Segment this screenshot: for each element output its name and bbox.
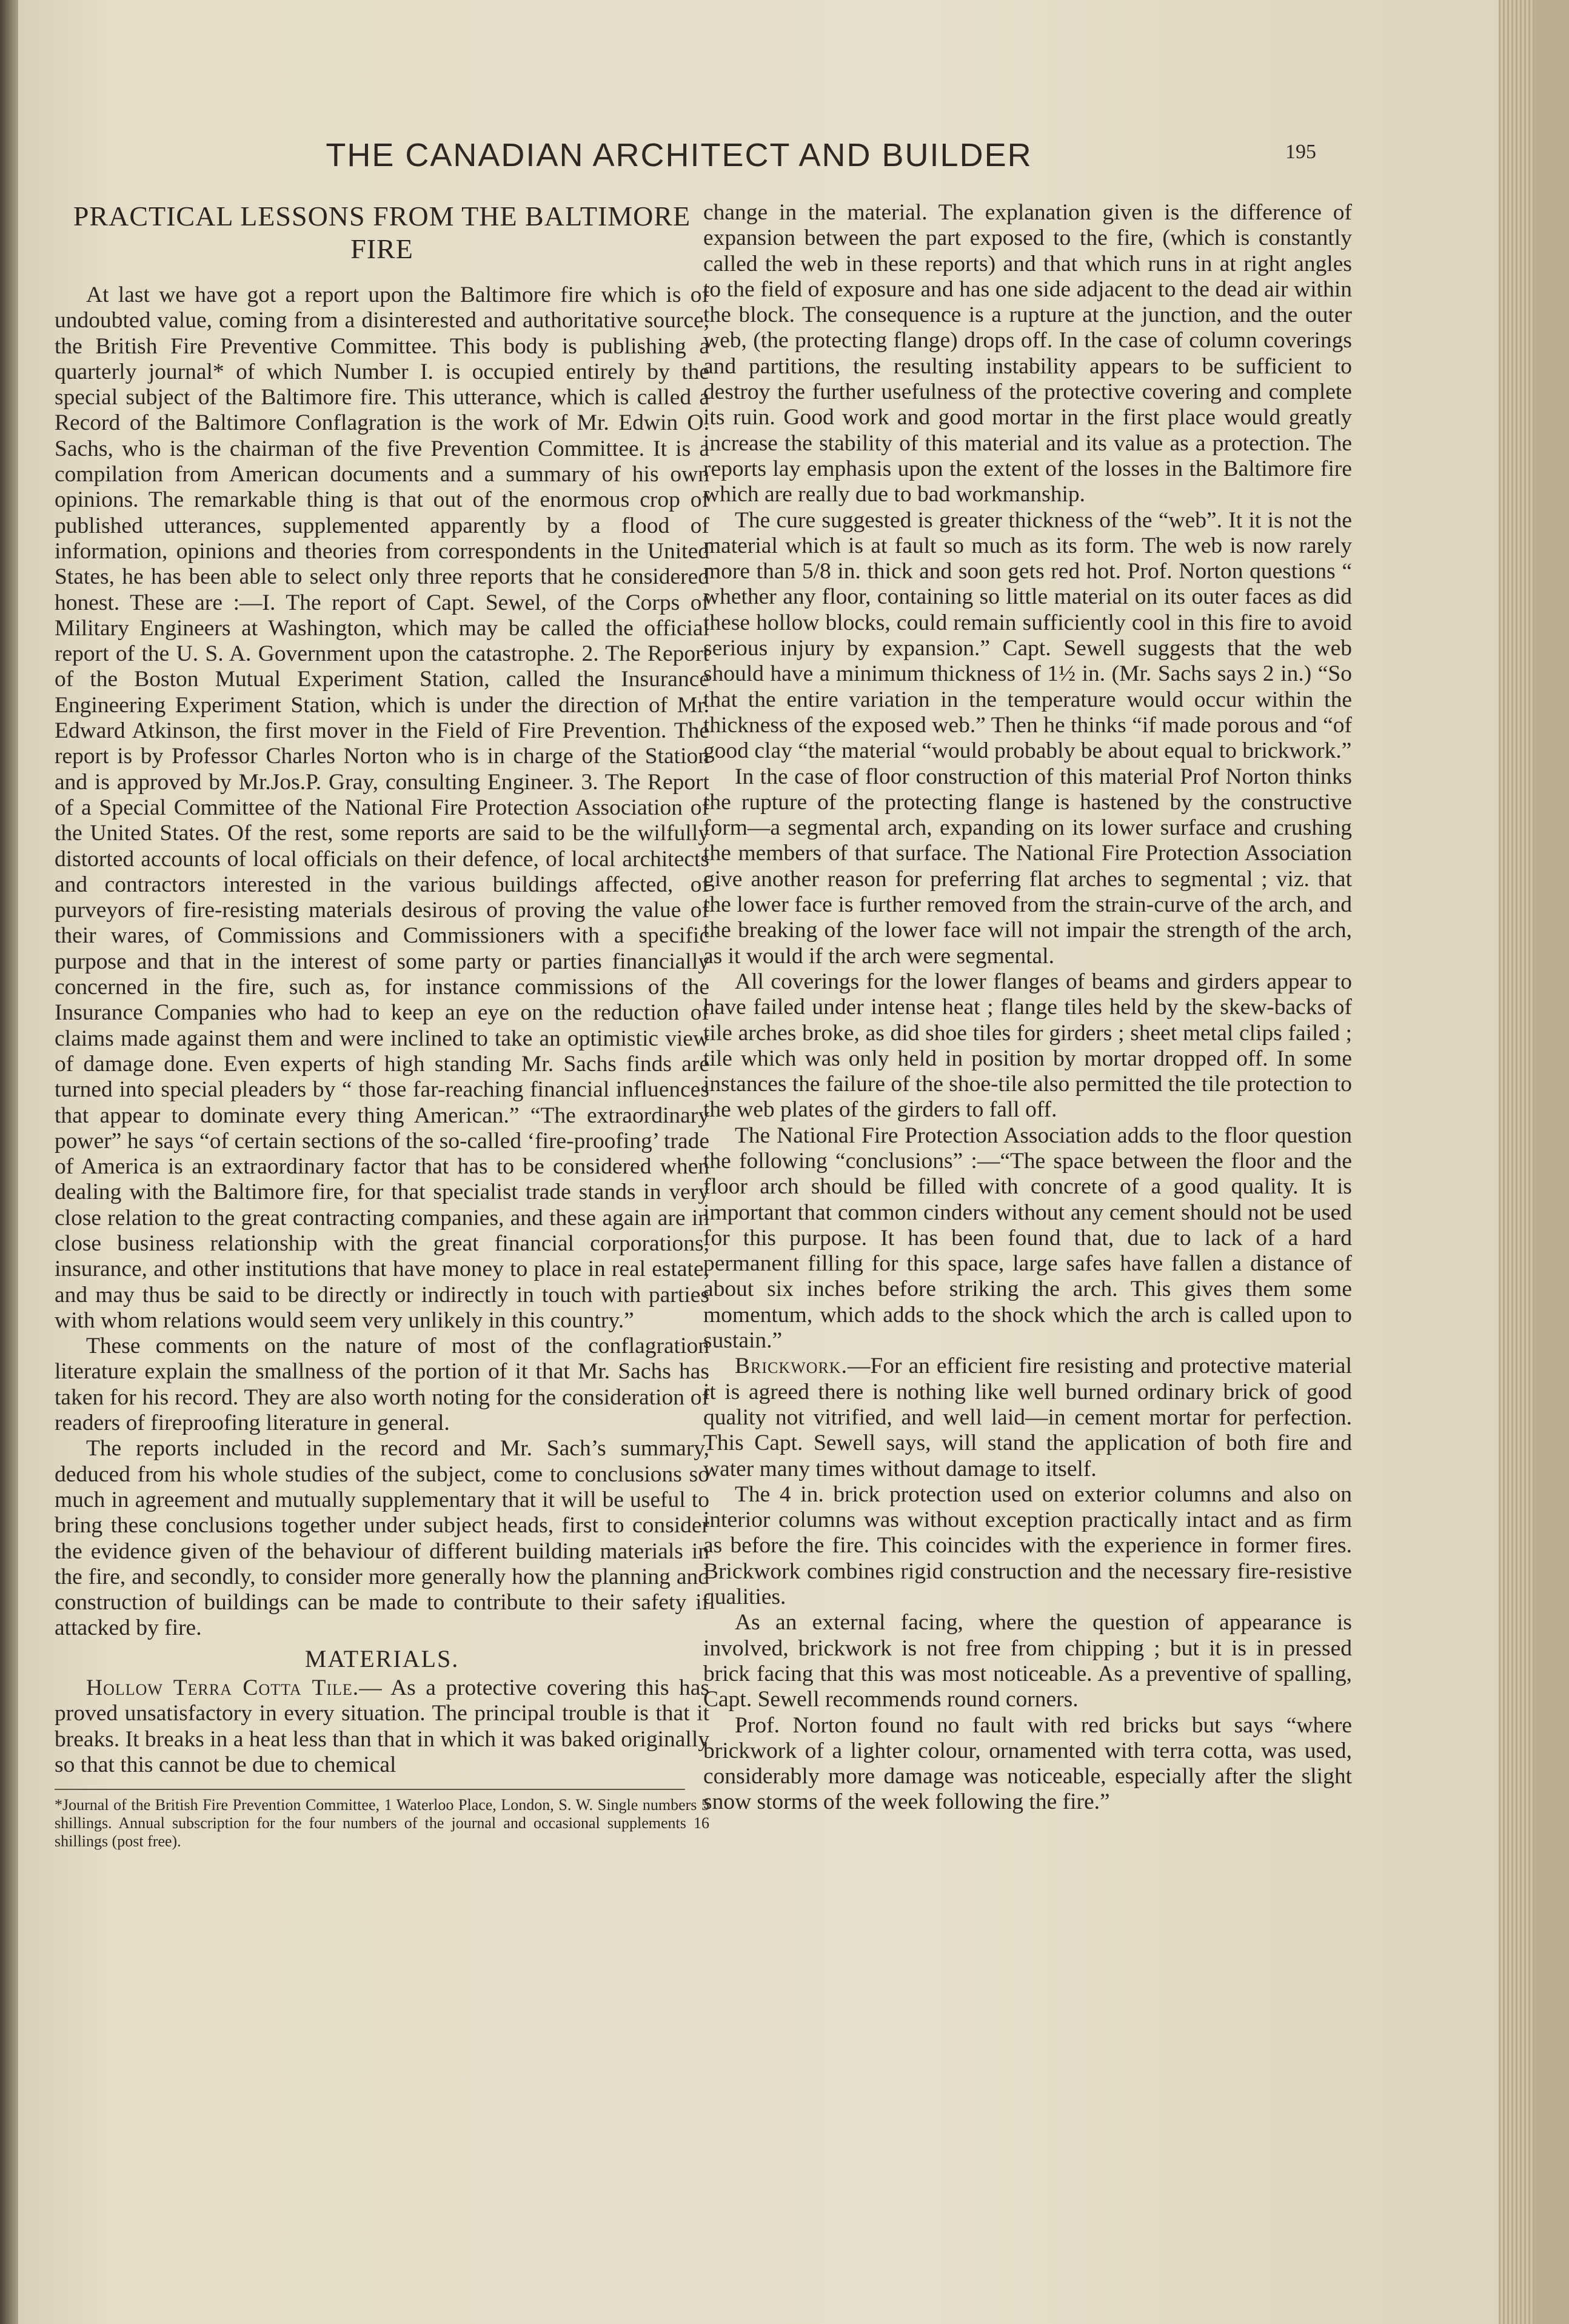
paragraph: The National Fire Protection Association adds to the floor question the following “conclusions” :—“The space between the floor and the floor arch should be filled with concrete of a good quality. It is important that common cinders without any cement should not be used for this purpose. It has been found that, due to lack of a hard permanent filling for this space, large safes have fallen a distance of about six inches before striking the arch. This gives them some momentum, which adds to the shock which the arch is called upon to sustain.” xyxy=(703,1123,1352,1354)
paragraph: As an external facing, where the question of appearance is involved, brickwork is not free from chipping ; but it is in pressed brick facing that this was most noticeable. As a preventive of spalling, Capt. Sewell recommends round corners. xyxy=(703,1610,1352,1712)
paragraph xyxy=(703,1354,1352,1481)
run-in-heading: Brickwork. xyxy=(735,1354,848,1379)
page-edge xyxy=(1499,0,1534,2324)
right-column xyxy=(703,200,1352,1815)
document-page xyxy=(18,0,1534,2324)
paragraph xyxy=(55,1675,709,1778)
footnote-rule xyxy=(55,1789,685,1790)
paragraph: The cure suggested is greater thickness of the “web”. It it is not the material which is at fault so much as its form. The web is now rarely more than 5/8 in. thick and soon gets red hot. Prof. Norton questions “ whether any floor, containing so little material on its outer faces as did these hollow blocks, could remain sufficiently cool in this fire to avoid serious injury by expansion.” Capt. Sewell suggests that the web should have a minimum thickness of 1½ in. (Mr. Sachs says 2 in.) “So that the entire variation in the temperature would occur within the thickness of the exposed web.” Then he thinks “if made porous and “of good clay “the material “would probably be about equal to brickwork.” xyxy=(703,507,1352,764)
binding-shadow xyxy=(0,0,21,2324)
paragraph: Prof. Norton found no fault with red bricks but says “where brickwork of a lighter colour, ornamented with terra cotta, was used, considerably more damage was noticeable, especially after the slight snow storms of the week following the fire.” xyxy=(703,1712,1352,1815)
footnote: *Journal of the British Fire Prevention Committee, 1 Waterloo Place, London, S. W. Single numbers 5 shillings. Annual subscription for the four numbers of the journal and occasional supplements 16 shillings (post free). xyxy=(55,1796,709,1851)
article-title: PRACTICAL LESSONS FROM THE BALTIMORE FIRE xyxy=(73,201,691,264)
paragraph: All coverings for the lower flanges of beams and girders appear to have failed under intense heat ; flange tiles held by the skew-backs of tile arches broke, as did shoe tiles for girders ; sheet metal clips failed ; tile which was only held in position by mortar dropped off. In some instances the failure of the shoe-tile also permitted the tile protection to the web plates of the girders to fall off. xyxy=(703,969,1352,1123)
section-heading: MATERIALS. xyxy=(304,1644,460,1672)
paragraph: In the case of floor construction of this material Prof Norton thinks the rupture of the protecting flange is hastened by the constructive form—a segmental arch, expanding on its lower surface and crushing the members of that surface. The National Fire Protection Association give another reason for preferring flat arches to segmental ; viz. that the lower face is further removed from the strain-curve of the arch, and the breaking of the lower face will not impair the strength of the arch, as it would if the arch were segmental. xyxy=(703,764,1352,969)
paragraph-text: — As a protective covering this has proved unsatisfactory in every situation. The principal trouble is that it breaks. It breaks in a heat less than that in which it was baked originally so that this cannot be due to chemical xyxy=(55,1675,709,1777)
paragraph: The reports included in the record and Mr. Sach’s summary, deduced from his whole studies of the subject, come to conclusions so much in agreement and mutually supplementary that it will be useful to bring these conclusions together under subject heads, first to consider the evidence given of the behaviour of different building materials in the fire, and secondly, to consider more generally how the planning and construction of buildings can be made to contribute to their safety if attacked by fire. xyxy=(55,1436,709,1641)
running-head: THE CANADIAN ARCHITECT AND BUILDER xyxy=(326,137,1032,173)
paragraph: These comments on the nature of most of the conflagration literature explain the smallness of the portion of it that Mr. Sachs has taken for his record. They are also worth noting for the consideration of readers of fireproofing literature in general. xyxy=(55,1334,709,1436)
run-in-heading: Hollow Terra Cotta Tile. xyxy=(86,1675,360,1701)
paragraph-text: —For an efficient fire resisting and protective material it is agreed there is nothing like well burned ordinary brick of good quality not vitrified, and well laid—in cement mortar for perfection. This Capt. Sewell says, will stand the application of both fire and water many times without damage to itself. xyxy=(703,1354,1352,1481)
paragraph: change in the material. The explanation given is the difference of expansion between the part exposed to the fire, (which is constantly called the web in these reports) and that which runs in at right angles to the field of exposure and has one side adjacent to the dead air within the block. The consequence is a rupture at the junction, and the outer web, (the protecting flange) drops off. In the case of column coverings and partitions, the resulting instability appears to be sufficient to destroy the further usefulness of the protective covering and complete its ruin. Good work and good mortar in the first place would greatly increase the stability of this material and its value as a protection. The reports lay emphasis upon the extent of the losses in the Baltimore fire which are really due to bad workmanship. xyxy=(703,200,1352,507)
page-number: 195 xyxy=(1285,141,1316,163)
left-column xyxy=(55,200,709,1851)
paragraph: The 4 in. brick protection used on exterior columns and also on interior columns was without exception practically intact and as firm as before the fire. This coincides with the experience in former fires. Brickwork combines rigid construction and the necessary fire-resistive qualities. xyxy=(703,1481,1352,1610)
paragraph: At last we have got a report upon the Baltimore fire which is of undoubted value, coming from a disinterested and authoritative source, the British Fire Preventive Committee. This body is publishing a quarterly journal* of which Number I. is occupied entirely by the special subject of the Baltimore fire. This utterance, which is called a Record of the Baltimore Conflagration is the work of Mr. Edwin O. Sachs, who is the chairman of the five Prevention Committee. It is a compilation from American documents and a summary of his own opinions. The remarkable thing is that out of the enormous crop of published utterances, supplemented apparently by a flood of information, opinions and theories from correspondents in the United States, he has been able to select only three reports that he considered honest. These are :—I. The report of Capt. Sewel, of the Corps of Military Engineers at Washington, which may be called the official report of the U. S. A. Government upon the catastrophe. 2. The Report of the Boston Mutual Experiment Station, called the Insurance Engineering Experiment Station, which is under the direction of Mr. Edward Atkinson, the first mover in the Field of Fire Prevention. The report is by Professor Charles Norton who is in charge of the Station and is approved by Mr.Jos.P. Gray, consulting Engineer. 3. The Report of a Special Committee of the National Fire Protection Association of the United States. Of the rest, some reports are said to be the wilfully distorted accounts of local officials on their defence, of local architects and contractors interested in the various buildings affected, of purveyors of fire-resisting materials desirous of proving the value of their wares, of Commissions and Commissioners with a specific purpose and that in the interest of some party or parties financially concerned in the fire, such as, for instance commissions of the Insurance Companies who had to keep an eye on the reduction of claims made against them and were inclined to take an optimistic view of damage done. Even experts of high standing Mr. Sachs finds are turned into special pleaders by “ those far-reaching financial influences that appear to dominate every thing American.” “The extraordinary power” he says “of certain sections of the so-called ‘fire-proofing’ trade of America is an extraordinary factor that has to be considered when dealing with the Baltimore fire, for that specialist trade stands in very close relation to the great contracting companies, and these again are in close business relationship with the great financial corporations, insurance, and other institutions that have money to place in real estate, and may thus be said to be directly or indirectly in touch with parties with whom relations would seem very unlikely in this country.” xyxy=(55,282,709,1333)
